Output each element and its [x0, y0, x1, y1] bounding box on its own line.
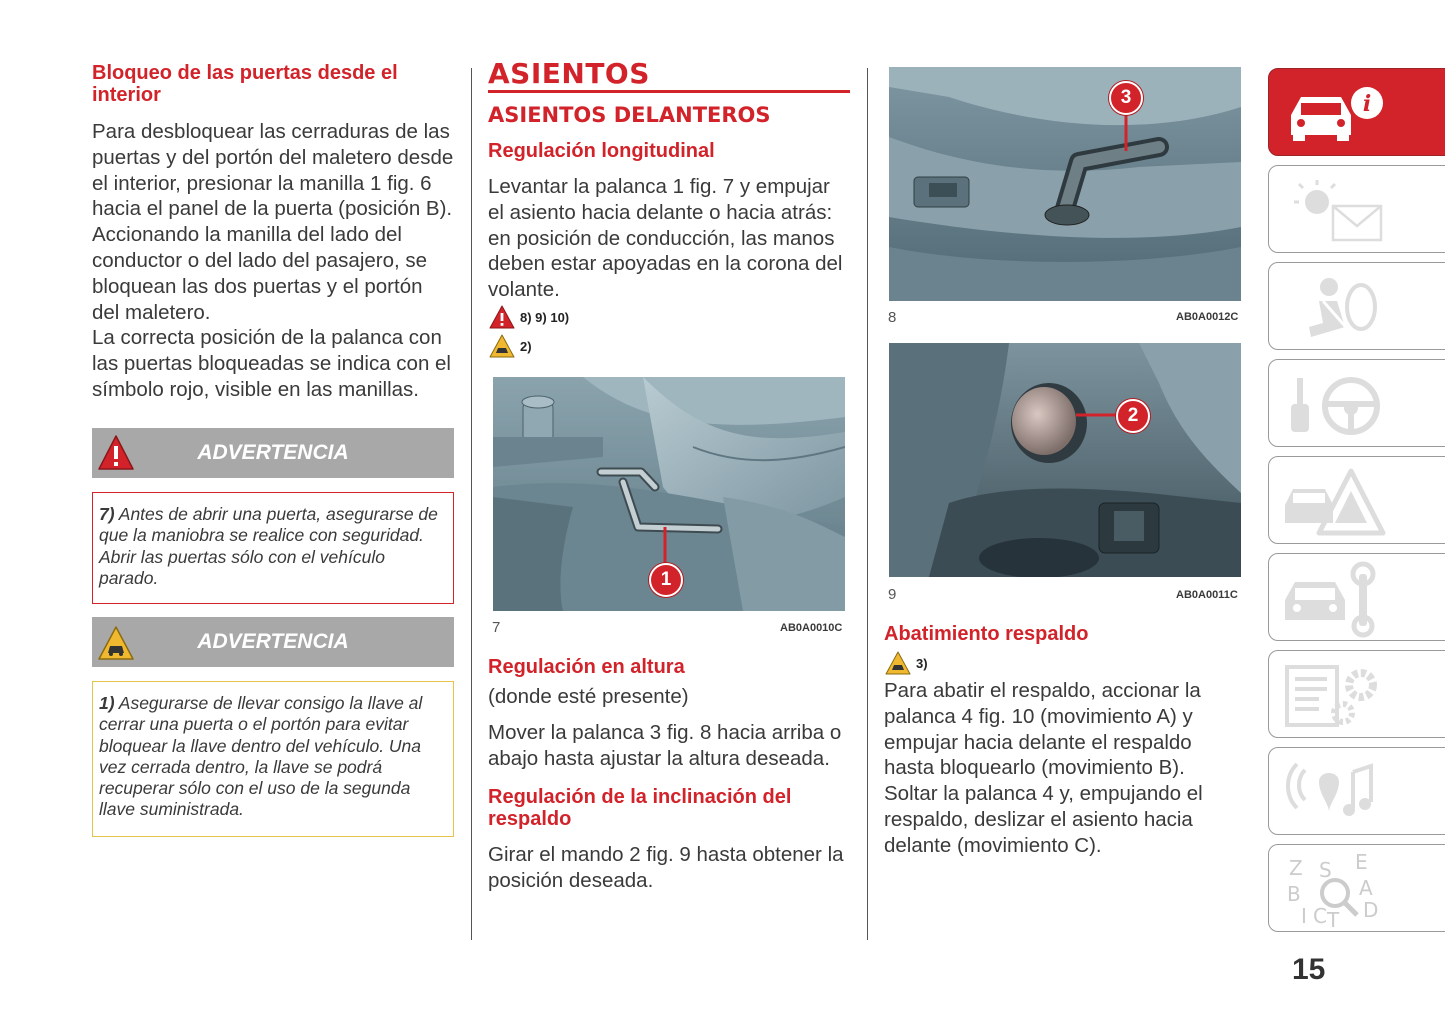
figure-8-illustration — [889, 67, 1241, 301]
figure-8-height-lever — [889, 67, 1241, 301]
car-info-icon — [1279, 73, 1389, 153]
warning-box-1 — [92, 492, 454, 604]
dashboard-lights-message-icon — [1279, 170, 1389, 250]
index-letter: E — [1355, 850, 1368, 874]
figure-7-code: AB0A0010C — [780, 622, 843, 634]
warning-ref-2: 1) — [99, 693, 115, 713]
door-lock-paragraph-1: Para desbloquear las cerraduras de las puertas y del portón del maletero desde el interior, presionar la manilla 1 fig. 6 hacia el panel de la puerta (posición B). Accionando la manilla del lado del conductor o del lado del pasajero, se bloquean las dos puertas y el portón del maletero. — [92, 120, 454, 324]
warning-header-2 — [92, 617, 454, 667]
danger-triangle-icon — [488, 304, 516, 330]
tab-index[interactable] — [1268, 844, 1445, 932]
column-2 — [488, 58, 850, 303]
heading-backrest-recline: Regulación de la inclinación del respaldo — [488, 786, 792, 831]
heading-height: Regulación en altura — [488, 656, 685, 678]
index-letter: A — [1359, 876, 1373, 900]
caution-refs-text: 2) — [520, 338, 532, 354]
height-note: (donde esté presente) — [488, 685, 689, 708]
figure-7-seat-lever — [493, 377, 845, 611]
figure-9-number: 9 — [888, 586, 897, 603]
danger-refs — [488, 304, 569, 330]
danger-refs-text: 8) 9) 10) — [520, 309, 570, 325]
column-2-lower — [488, 656, 850, 894]
warning-title-2: ADVERTENCIA — [197, 630, 349, 653]
caution-car-triangle-icon — [488, 333, 516, 359]
heading-backrest-fold: Abatimiento respaldo — [884, 623, 1089, 645]
figure-8-code: AB0A0012C — [1176, 311, 1239, 323]
door-lock-paragraph-2: La correcta posición de la palanca con las puertas bloqueadas se indica con el símbolo rojo, visible en las manillas. — [92, 326, 451, 401]
svg-text:i: i — [1362, 91, 1372, 117]
warning-text-2: Asegurarse de llevar consigo la llave al cerrar una puerta o el portón para evitar bloquear la llave dentro del vehículo. Una vez cerrada dentro, la llave se podrá recuperar sólo con el uso de la segunda llave suministrada. — [99, 693, 423, 820]
index-letter: B — [1287, 882, 1301, 906]
figure-9-code: AB0A0011C — [1176, 589, 1238, 601]
column-divider-2 — [867, 68, 868, 940]
warning-box-2 — [92, 681, 454, 837]
backrest-fold-paragraph-1: Para abatir el respaldo, accionar la palanca 4 fig. 10 (movimiento A) y empujar hacia delante el respaldo hasta bloquearlo (movimiento B). — [884, 679, 1201, 780]
figure-7-callout: 1 — [649, 563, 683, 597]
caution-refs — [488, 333, 532, 359]
multimedia-icon — [1279, 752, 1389, 832]
warning-title-1: ADVERTENCIA — [197, 441, 349, 464]
chapter-title: ASIENTOS — [488, 57, 650, 90]
longitudinal-text: Levantar la palanca 1 fig. 7 y empujar el asiento hacia delante o hacia atrás: en posición de conducción, las manos deben estar apoyadas en la corona del volante. — [488, 175, 843, 302]
index-letter: C — [1313, 904, 1327, 928]
backrest-fold-paragraph-2: Soltar la palanca 4 y, empujando el respaldo, deslizar el asiento hacia delante (movimiento C). — [884, 782, 1203, 857]
warning-text-1: Antes de abrir una puerta, asegurarse de que la maniobra se realice con seguridad. Abrir las puertas sólo con el vehículo parado. — [99, 504, 438, 588]
car-wrench-icon — [1279, 558, 1389, 638]
backrest-recline-text: Girar el mando 2 fig. 9 hasta obtener la posición deseada. — [488, 843, 844, 893]
safety-airbag-icon — [1279, 267, 1389, 347]
tab-maintenance[interactable] — [1268, 553, 1445, 641]
figure-8-callout: 3 — [1109, 81, 1143, 115]
figure-9-callout: 2 — [1116, 399, 1150, 433]
tab-dashboard[interactable] — [1268, 165, 1445, 253]
figure-7-number: 7 — [492, 619, 501, 636]
alphabetical-index-icon — [1279, 849, 1389, 929]
tab-multimedia[interactable] — [1268, 747, 1445, 835]
tab-emergency[interactable] — [1268, 456, 1445, 544]
tab-safety[interactable] — [1268, 262, 1445, 350]
title-underline — [488, 90, 850, 93]
tab-car-info[interactable] — [1268, 68, 1445, 156]
key-steering-wheel-icon — [1279, 364, 1389, 444]
index-letter: Z — [1289, 856, 1303, 880]
column-3-paragraphs — [884, 678, 1246, 859]
technical-data-gear-icon — [1279, 655, 1389, 735]
page-number: 15 — [1292, 953, 1326, 986]
warning-ref-1: 7) — [99, 504, 115, 524]
caution-refs-col3-text: 3) — [916, 655, 928, 671]
figure-8-number: 8 — [888, 309, 897, 326]
figure-9-illustration — [889, 343, 1241, 577]
index-letter: T — [1327, 908, 1340, 929]
caution-refs-col3 — [884, 650, 928, 676]
warning-header-1 — [92, 428, 454, 478]
index-letter: D — [1363, 898, 1379, 922]
column-divider-1 — [471, 68, 472, 940]
caution-car-triangle-icon — [884, 650, 912, 676]
index-letter: S — [1319, 858, 1332, 882]
car-warning-triangle-icon — [1279, 461, 1389, 541]
column-3-text — [884, 623, 1246, 645]
heading-longitudinal: Regulación longitudinal — [488, 140, 715, 162]
index-letter: I — [1301, 904, 1307, 928]
section-heading-door-lock: Bloqueo de las puertas desde el interior — [92, 62, 398, 106]
column-1 — [92, 62, 454, 403]
figure-9-recline-knob — [889, 343, 1241, 577]
tab-technical-data[interactable] — [1268, 650, 1445, 738]
section-title: ASIENTOS DELANTEROS — [488, 103, 771, 127]
tab-starting-driving[interactable] — [1268, 359, 1445, 447]
height-text: Mover la palanca 3 fig. 8 hacia arriba o abajo hasta ajustar la altura deseada. — [488, 720, 842, 770]
